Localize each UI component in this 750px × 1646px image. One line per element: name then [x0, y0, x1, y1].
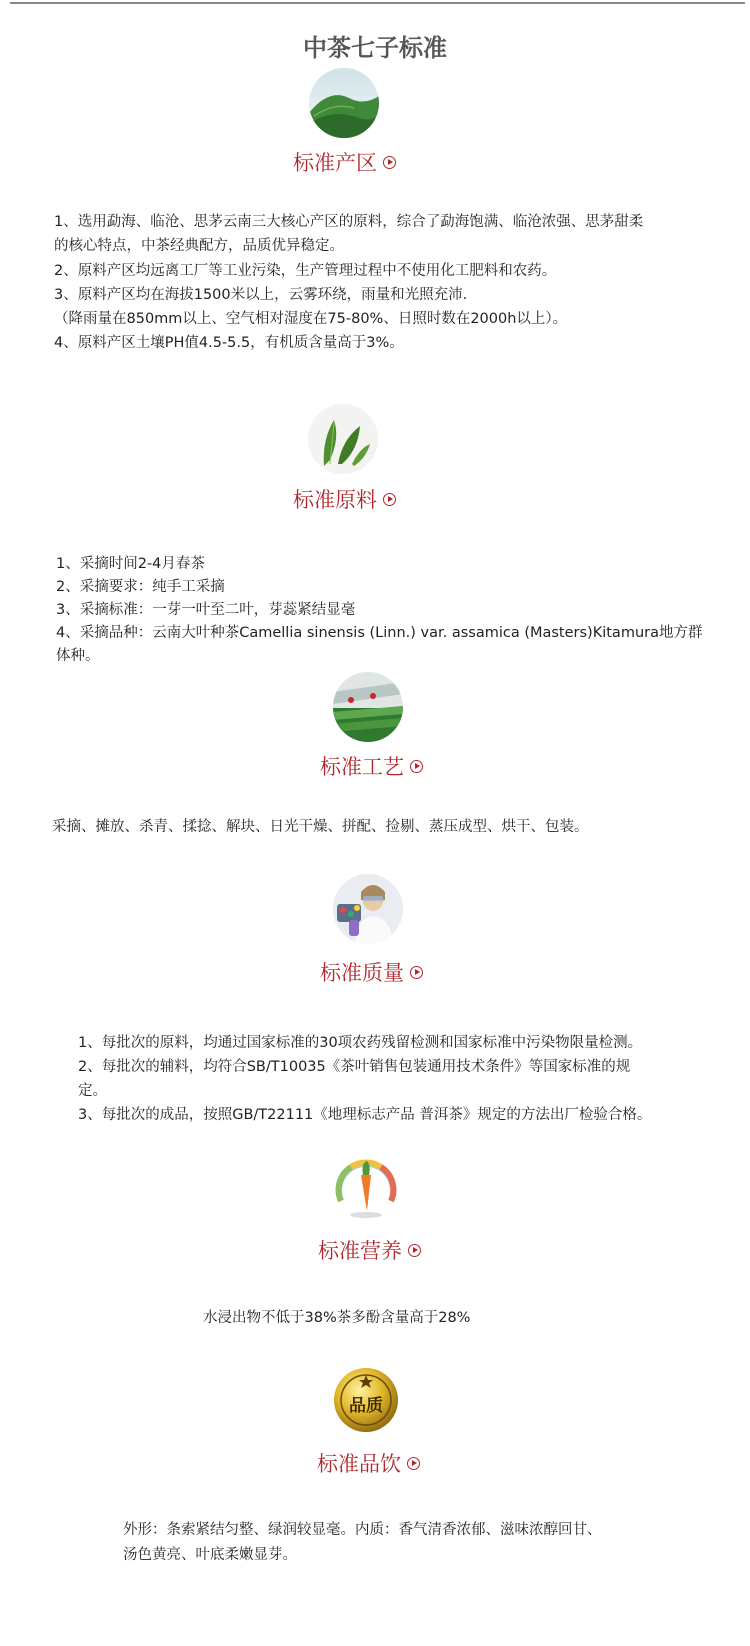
play-arrow-icon[interactable]: [383, 493, 396, 506]
section-heading: 标准质量: [320, 957, 423, 987]
quality-badge-icon: [331, 1365, 401, 1435]
tea-factory-icon: [333, 672, 403, 742]
svg-text:品质: 品质: [349, 1396, 383, 1416]
page-title: 中茶七子标准: [303, 34, 447, 62]
section-heading: 标准原料: [293, 484, 396, 514]
section-heading: 标准产区: [293, 147, 396, 177]
section-text: 采摘、摊放、杀青、揉捻、解块、日光干燥、拼配、捡剔、蒸压成型、烘干、包装。: [52, 819, 589, 835]
top-divider: [10, 2, 745, 4]
play-arrow-icon[interactable]: [383, 156, 396, 169]
play-arrow-icon[interactable]: [410, 966, 423, 979]
section-text: 水浸出物不低于38%茶多酚含量高于28%: [203, 1310, 471, 1326]
section-heading: 标准营养: [318, 1235, 421, 1265]
section-heading: 标准工艺: [320, 751, 423, 781]
section-heading: 标准品饮: [317, 1448, 420, 1478]
play-arrow-icon[interactable]: [408, 1244, 421, 1257]
section-text: 1、每批次的原料，均通过国家标准的30项农药残留检测和国家标准中污染物限量检测。 2、每批次的辅料，均符合SB/T10035《茶叶销售包装通用技术条件》等国家标准的规 定。 3、每批次的成品，按照GB/T22111《地理标志产品 普洱茶》规定的方法出厂检验合格。: [78, 1035, 652, 1123]
section-text: 1、选用勐海、临沧、思茅云南三大核心产区的原料，综合了勐海饱满、临沧浓强、思茅甜柔 的核心特点，中茶经典配方，品质优异稳定。 2、原料产区均远离工厂等工业污染，生产管理过程中不使用化工肥料和农药。 3、原料产区均在海拔1500米以上，云雾环绕，雨量和光照充沛. （降雨量在850mm以上、空气相对湿度在75-80%、日照时数在2000h以上）。 4、原料产区土壤PH值4.5-5.5，有机质含量高于3%。: [54, 214, 644, 351]
lab-scientist-icon: [333, 874, 403, 944]
section-text: 外形：条索紧结匀整、绿润较显毫。内质：香气清香浓郁、滋味浓醇回甘、 汤色黄亮、叶底柔嫩显芽。: [123, 1522, 602, 1563]
section-text: 1、采摘时间2-4月春茶 2、采摘要求：纯手工采摘 3、采摘标准：一芽一叶至二叶，芽蕊紧结显毫 4、采摘品种：云南大叶种茶Camellia sinensis (Linn.) var. assamica (Masters)Kitamura地方群 体种。: [56, 556, 703, 664]
tea-leaf-icon: [308, 404, 378, 474]
tea-mountain-icon: [309, 68, 379, 138]
nutrition-carrot-icon: [331, 1151, 401, 1221]
play-arrow-icon[interactable]: [407, 1457, 420, 1470]
play-arrow-icon[interactable]: [410, 760, 423, 773]
